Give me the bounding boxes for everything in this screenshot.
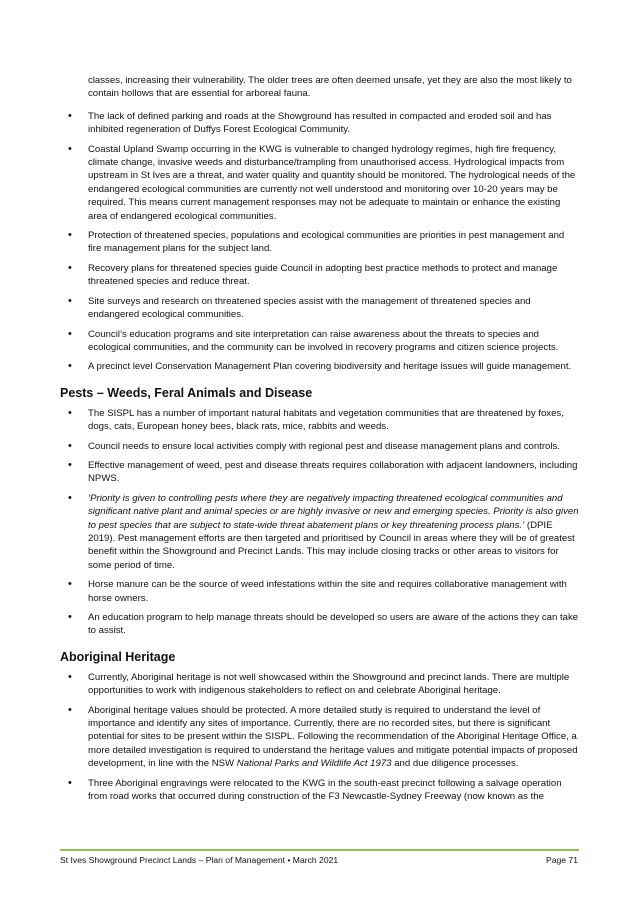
bullet-icon: • — [68, 611, 72, 623]
bullet-list-top — [60, 110, 580, 374]
list-item: • The SISPL has a number of important natural habitats and vegetation communities that are threatened by foxes, dogs, cats, European honey bees, black rats, mice, rabbits and weeds. — [68, 406, 564, 433]
list-item: • ‘Priority is given to controlling pests where they are negatively impacting threatened ecological communities and significant native plant and animal species or are highly invasive or new and emerging species. Priority is also given to pest species that are subject to state-wide threat abatement plans or key threatening process plans.’ (DPIE 2019). Pest management efforts are then targeted and prioritised by Council in areas where they will be of greatest benefit within the Showground and Precinct Lands. This may include closing tracks or other areas to visitors for some period of time. — [68, 491, 579, 571]
bullet-icon: • — [68, 703, 72, 716]
bullet-icon: • — [68, 109, 72, 122]
list-item: • Currently, Aboriginal heritage is not well showcased within the Showground and precinct lands. There are multiple opportunities to work with indigenous stakeholders to reflect on and celebrate Aboriginal heritage. — [68, 670, 570, 697]
bullet-list-aboriginal — [60, 671, 580, 804]
bullet-icon: • — [68, 491, 72, 504]
list-item: • Council’s education programs and site interpretation can raise awareness about the threats to species and ecological communities, and the community can be involved in recovery programs and citizen science projects. — [68, 327, 559, 353]
priority-quote: ‘Priority is given to controlling pests where they are negatively impacting threatened ecological communities and significant native plant and animal species or are highly invasive or new and emerging species. Priority is also given to pest species that are subject to state-wide threat abatement plans or key threatening process plans.’ — [88, 492, 579, 531]
section-heading-aboriginal: Aboriginal Heritage — [60, 649, 176, 664]
act-title: National Parks and Wildlife Act 1973 — [236, 758, 392, 770]
section-heading-pests: Pests – Weeds, Feral Animals and Disease — [60, 385, 313, 400]
list-item: • Effective management of weed, pest and disease threats requires collaboration with adjacent landowners, including NPWS. — [68, 458, 578, 485]
bullet-icon: • — [68, 360, 72, 373]
bullet-icon: • — [68, 229, 72, 242]
bullet-icon: • — [68, 327, 72, 340]
list-item: • The lack of defined parking and roads at the Showground has resulted in compacted and eroded soil and has inhibited regeneration of Duffys Forest Ecological Community. — [68, 109, 552, 136]
footer-rule — [60, 849, 579, 851]
bullet-icon: • — [68, 261, 72, 274]
list-item: • An education program to help manage threats should be developed so users are aware of the actions they can take to assist. — [68, 611, 579, 637]
bullet-icon: • — [68, 294, 72, 307]
list-item: • Coastal Upland Swamp occurring in the KWG is vulnerable to changed hydrology regimes, high fire frequency, climate change, invasive weeds and disturbance/trampling from unauthorised access. Hydrological impacts from upstream in St Ives are a threat, and water quality and quantity should be monitored. The hydrological needs of the endangered ecological communities are currently not well understood and monitoring over 10-20 years may be required. This means current management responses may not be adequate to maintain or enhance the existing area of endangered ecological communities. — [68, 142, 576, 222]
intro-paragraph: classes, increasing their vulnerability. The older trees are often deemed unsafe, yet they are also the most likely to contain hollows that are essential for arboreal fauna. — [88, 75, 572, 100]
bullet-icon: • — [68, 776, 72, 789]
bullet-icon: • — [68, 406, 72, 419]
bullet-icon: • — [68, 578, 72, 591]
bullet-icon: • — [68, 142, 72, 155]
list-item: • Site surveys and research on threatened species assist with the management of threatened species and endangered ecological communities. — [68, 294, 531, 321]
list-item: • Protection of threatened species, populations and ecological communities are priorities in pest management and fire management plans for the subject land. — [68, 229, 565, 255]
list-item: • A precinct level Conservation Management Plan covering biodiversity and heritage issues will guide management. — [68, 360, 572, 373]
list-item: • Recovery plans for threatened species guide Council in adopting best practice methods to protect and manage threatened species and reduce threat. — [68, 261, 558, 288]
page-body — [60, 74, 580, 803]
list-item: • Three Aboriginal engravings were relocated to the KWG in the south-east precinct following a salvage operation from road works that occurred during construction of the F3 Newcastle-Sydney Freeway (now known as the — [68, 776, 562, 803]
bullet-icon: • — [68, 458, 72, 471]
list-item: • Aboriginal heritage values should be protected. A more detailed study is required to understand the level of importance and identify any sites of importance. Currently, there are no recorded sites, but there is significant potential for sites to be present within the SISPL. Following the recommendation of the Aboriginal Heritage Office, a more detailed investigation is required to understand the heritage values and mitigate potential impacts of proposed development, in line with the NSW National Parks and Wildlife Act 1973 and due diligence processes. — [68, 703, 578, 770]
bullet-icon: • — [68, 439, 72, 452]
list-item: • Horse manure can be the source of weed infestations within the site and requires collaborative management with horse owners. — [68, 578, 567, 604]
footer-page-number: Page 71 — [545, 855, 578, 865]
bullet-icon: • — [68, 670, 72, 683]
list-item: • Council needs to ensure local activities comply with regional pest and disease management plans and controls. — [68, 439, 560, 452]
bullet-list-pests — [60, 407, 580, 638]
footer-document-title: St Ives Showground Precinct Lands – Plan of Management • March 2021 — [60, 855, 339, 865]
